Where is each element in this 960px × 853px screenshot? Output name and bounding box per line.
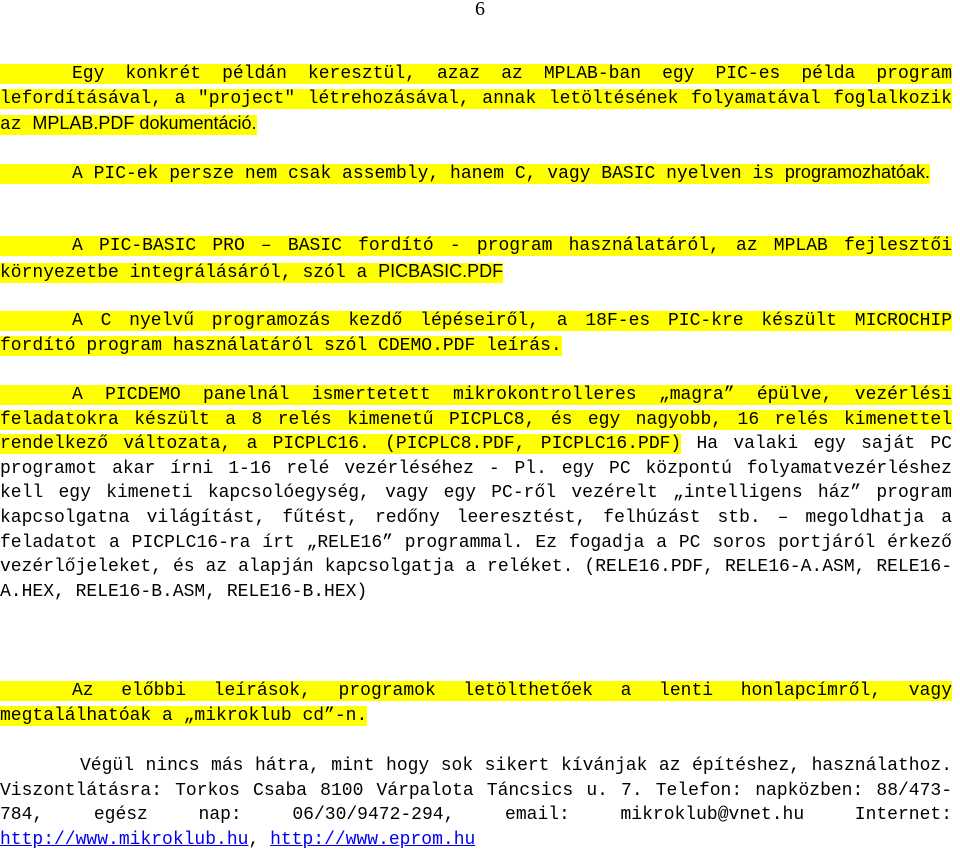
paragraph-mplab <box>0 62 952 138</box>
paragraph-picplc-text: Ha valaki egy saját PC programot akar írni 1-16 relé vezérléséhez - Pl. egy PC központú folyamatvezérléshez kell egy kimeneti kapcsolóegység, vagy egy PC-ről vezérelt „intelligens ház” program kapcsolgatna világítást, fűtést, redőny leeresztést, felhúzást stb. – megoldhatja a feladatot a PICPLC16-ra írt „RELE16” programmal. Ez fogadja a PC soros portjáról érkező vezérlőjeleket, és az alapján kapcsolgatja a reléket. (RELE16.PDF, RELE16-A.ASM, RELE16-A.HEX, RELE16-B.ASM, RELE16-B.HEX) <box>0 434 952 602</box>
paragraph-download-text: Az előbbi leírások, programok letölthetőek a lenti honlapcímről, vagy megtalálhatóak a „mikroklub cd”-n. <box>0 681 952 726</box>
page-number: 6 <box>475 0 485 20</box>
paragraph-picbasic-text: A PIC-BASIC PRO – BASIC fordító - program használatáról, az MPLAB fejlesztői környezetbe integrálásáról, szól a <box>0 236 952 283</box>
link-separator: , <box>248 829 271 850</box>
paragraph-contact <box>0 754 952 852</box>
paragraph-languages <box>0 160 952 187</box>
mikroklub-link[interactable]: http://www.mikroklub.hu <box>0 829 249 850</box>
paragraph-mplab-text: Egy konkrét példán keresztül, azaz az MPLAB-ban egy PIC-es példa program lefordításával, a "project" létrehozásával, annak letöltésének folyamatával foglalkozik az <box>0 64 952 136</box>
paragraph-cdemo <box>0 309 952 358</box>
paragraph-cdemo-text: A C nyelvű programozás kezdő lépéseiről, a 18F-es PIC-kre készült MICROCHIP fordító program használatáról szól CDEMO.PDF leírás. <box>0 311 952 356</box>
paragraph-picbasic <box>0 234 952 285</box>
paragraph-picplc-highlighted: A PICDEMO panelnál ismertetett mikrokontrolleres „magra” épülve, vezérlési feladatokra készült a 8 relés kimenetű PICPLC8, és egy nagyobb, 16 relés kimenettel rendelkező változata, a PICPLC16. (PICPLC8.PDF, PICPLC16.PDF) <box>0 385 952 455</box>
paragraph-contact-text: Végül nincs más hátra, mint hogy sok sikert kívánjak az építéshez, használathoz. Viszontlátásra: Torkos Csaba 8100 Várpalota Táncsics u. 7. Telefon: napközben: 88/473-784, egész nap: 06/30/9472-294, email: mikroklub@vnet.hu Internet: <box>0 756 952 826</box>
paragraph-languages-text: A PIC-ek persze nem csak assembly, hanem C, vagy BASIC nyelven is <box>72 164 785 184</box>
paragraph-languages-end: programozhatóak. <box>784 162 931 182</box>
picbasic-pdf-reference: PICBASIC.PDF <box>378 260 504 281</box>
paragraph-picplc <box>0 383 952 604</box>
eprom-link[interactable]: http://www.eprom.hu <box>270 829 476 850</box>
paragraph-download <box>0 679 952 728</box>
mplab-pdf-reference: MPLAB.PDF dokumentáció. <box>32 113 257 134</box>
